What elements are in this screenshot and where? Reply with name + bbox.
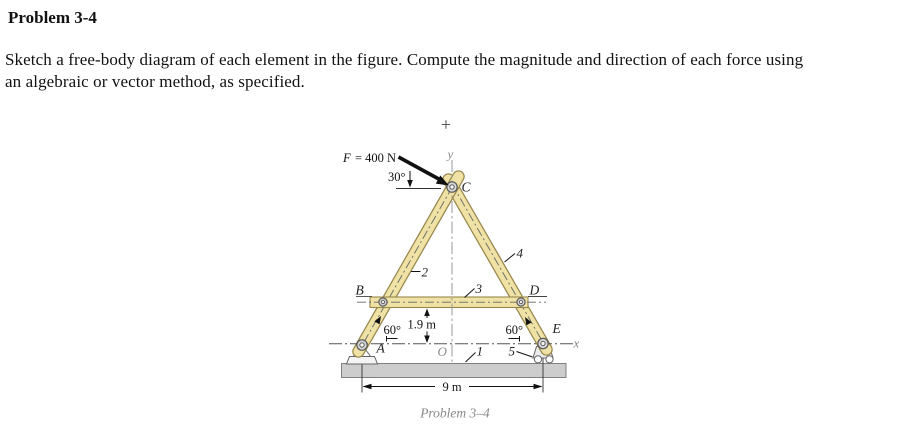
support-a-block bbox=[347, 357, 378, 365]
pin-inner bbox=[360, 343, 364, 347]
force-arrow bbox=[399, 157, 450, 186]
angle-60-left-label: 60° bbox=[383, 323, 401, 337]
force-symbol-label: F bbox=[343, 151, 351, 165]
arrow-down-icon bbox=[407, 180, 413, 188]
joint-c-label: C bbox=[461, 179, 471, 195]
angle-60-right-label: 60° bbox=[505, 323, 523, 337]
pin-inner bbox=[541, 341, 545, 345]
joint-a-label: A bbox=[376, 340, 385, 356]
member-3-number: 3 bbox=[475, 281, 482, 296]
x-axis-label: x bbox=[573, 335, 580, 351]
y-axis-label: y bbox=[447, 146, 454, 162]
member-4-right-leg bbox=[449, 180, 547, 350]
arrow-right-icon bbox=[534, 384, 543, 390]
figure-caption: Problem 3–4 bbox=[420, 405, 490, 421]
force-value-label: = 400 N bbox=[355, 151, 397, 165]
member-4-number: 4 bbox=[516, 245, 523, 261]
leader-5 bbox=[517, 352, 533, 358]
pin-e bbox=[538, 338, 548, 348]
joint-d-label: D bbox=[529, 282, 540, 298]
pin-c bbox=[447, 182, 457, 192]
ground-number: 1 bbox=[476, 343, 483, 359]
support-5-number: 5 bbox=[508, 343, 515, 359]
angle-30-label: 30° bbox=[388, 170, 406, 184]
leader-4 bbox=[505, 254, 516, 263]
joint-b-label: B bbox=[355, 282, 364, 298]
leader-1 bbox=[466, 353, 476, 363]
leader-3 bbox=[465, 289, 475, 298]
problem-title: Problem 3-4 bbox=[8, 8, 97, 27]
dim-height-label: 1.9 m bbox=[407, 317, 436, 332]
origin-label: O bbox=[437, 344, 447, 359]
dim-base-label: 9 m bbox=[442, 380, 462, 394]
member-2-number: 2 bbox=[421, 264, 428, 280]
pin-b bbox=[379, 298, 387, 306]
joint-e-label: E bbox=[552, 321, 561, 336]
pin-inner bbox=[519, 300, 522, 303]
arrow-left-icon bbox=[363, 384, 372, 390]
pin-a bbox=[357, 340, 367, 350]
member-4-centerline bbox=[456, 191, 541, 339]
roller-icon bbox=[534, 356, 541, 363]
pin-inner bbox=[450, 185, 454, 189]
roller-icon bbox=[546, 356, 553, 363]
plus-sign: + bbox=[440, 114, 452, 135]
pin-inner bbox=[381, 300, 384, 303]
problem-text-line-1: Sketch a free-body diagram of each element in the figure. Compute the magnitude and direction of each force using bbox=[5, 50, 804, 69]
member-4-body bbox=[449, 180, 547, 350]
ground bbox=[342, 364, 567, 378]
pin-d bbox=[517, 298, 525, 306]
problem-text-line-2: an algebraic or vector method, as specified. bbox=[5, 72, 305, 91]
